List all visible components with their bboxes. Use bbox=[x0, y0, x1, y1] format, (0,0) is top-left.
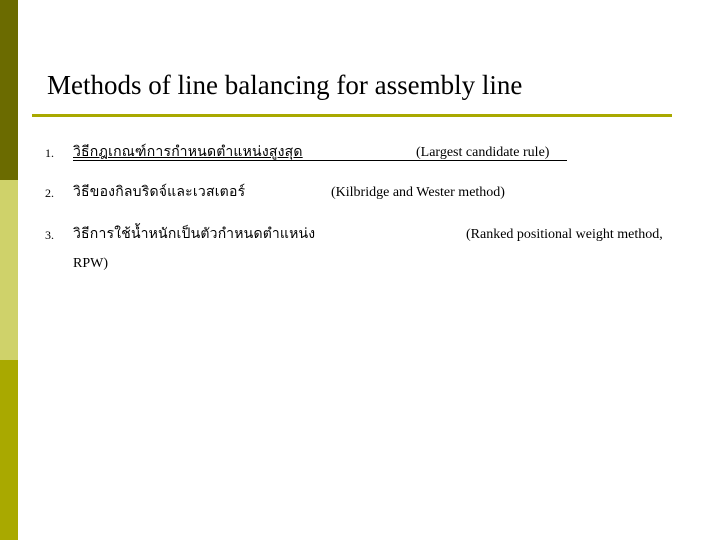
item-3-thai-text: วิธีการใช้น้ำหนักเป็นตัวกำหนดตำแหน่ง bbox=[73, 226, 316, 242]
item-3-number: 3. bbox=[45, 228, 54, 242]
sidebar-accent-middle bbox=[0, 180, 18, 360]
item-2-english-text: (Kilbridge and Wester method) bbox=[331, 185, 505, 200]
item-3-english-text: (Ranked positional weight method, bbox=[466, 227, 663, 242]
sidebar-accent-top bbox=[0, 0, 18, 180]
item-1-thai-text[interactable]: วิธีกฎเกณฑ์การกำหนดตำแหน่งสูงสุด bbox=[73, 144, 303, 160]
item-1-underline bbox=[73, 160, 567, 161]
sidebar-accent-bottom bbox=[0, 360, 18, 540]
item-1-english-text[interactable]: (Largest candidate rule) bbox=[416, 145, 550, 160]
item-3-continuation-text: RPW) bbox=[73, 256, 108, 271]
item-1-number: 1. bbox=[45, 146, 54, 160]
slide-title: Methods of line balancing for assembly line bbox=[47, 70, 523, 100]
title-underline bbox=[32, 114, 672, 117]
item-2-thai-text: วิธีของกิลบริดจ์และเวสเตอร์ bbox=[73, 184, 246, 200]
item-2-number: 2. bbox=[45, 186, 54, 200]
